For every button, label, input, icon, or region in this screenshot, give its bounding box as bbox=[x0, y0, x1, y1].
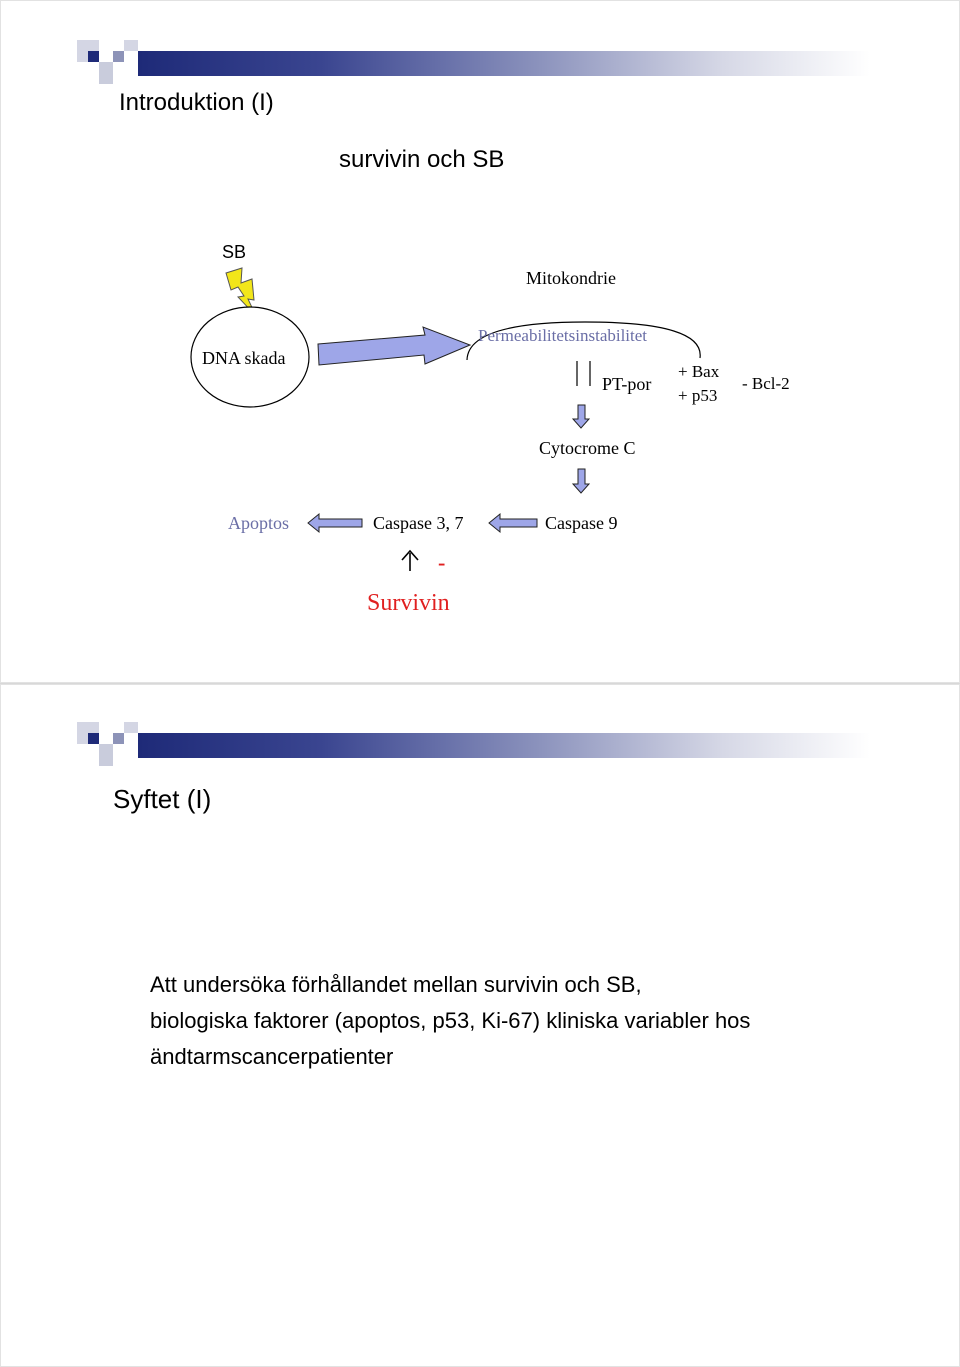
label-bax: + Bax bbox=[678, 362, 720, 381]
arrow-caspase37-to-apoptos-icon bbox=[308, 514, 362, 532]
body-line: Att undersöka förhållandet mellan survivin och SB, bbox=[150, 972, 642, 997]
deco-square bbox=[124, 722, 138, 733]
body-line: ändtarmscancerpatienter bbox=[150, 1044, 394, 1069]
body-line: biologiska faktorer (apoptos, p53, Ki-67) kliniska variabler hos bbox=[150, 1008, 751, 1033]
deco-square bbox=[113, 733, 124, 744]
label-caspase-3-7: Caspase 3, 7 bbox=[373, 513, 464, 533]
slide-title: Introduktion (I) bbox=[119, 89, 274, 116]
label-dna-skada: DNA skada bbox=[202, 348, 286, 368]
arrow-dna-to-mitokondrie-icon bbox=[318, 327, 470, 365]
label-caspase-9: Caspase 9 bbox=[545, 513, 618, 533]
label-permeabilitet: Permeabilitetsinstabilitet bbox=[478, 326, 648, 345]
slide-subtitle: survivin och SB bbox=[339, 146, 505, 173]
label-bcl2: - Bcl-2 bbox=[742, 374, 790, 393]
label-apoptos: Apoptos bbox=[228, 513, 290, 533]
label-inhibition-minus: - bbox=[438, 550, 446, 575]
deco-square bbox=[99, 744, 113, 766]
deco-square bbox=[88, 733, 99, 744]
slide-syftet bbox=[0, 684, 960, 1367]
label-mitokondrie: Mitokondrie bbox=[526, 268, 616, 288]
label-sb: SB bbox=[222, 242, 247, 262]
label-pt-por: PT-por bbox=[602, 374, 652, 394]
arrow-down-icon bbox=[573, 469, 589, 493]
slide-body bbox=[150, 967, 750, 1075]
arrow-caspase9-to-caspase37-icon bbox=[489, 514, 537, 532]
label-survivin: Survivin bbox=[367, 590, 450, 616]
header-gradient-bar bbox=[138, 733, 870, 758]
slide-title: Syftet (I) bbox=[113, 784, 212, 814]
label-p53: + p53 bbox=[678, 386, 718, 405]
label-cytocrome-c: Cytocrome C bbox=[539, 438, 636, 458]
arrow-down-icon bbox=[573, 405, 589, 428]
